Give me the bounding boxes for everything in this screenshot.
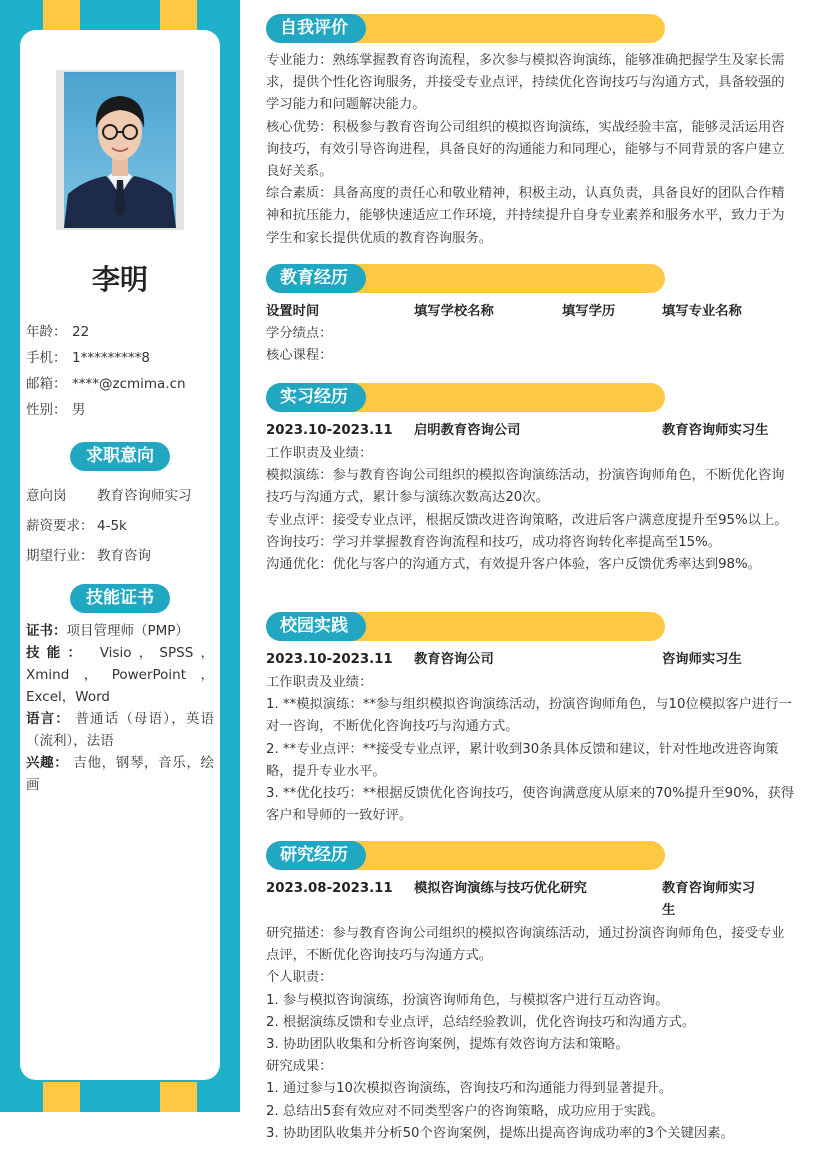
text-line: 研究描述：参与教育咨询公司组织的模拟咨询演练活动，通过扮演咨询师角色，接受专业点评，不断优化咨询技巧与沟通方式。: [266, 926, 785, 964]
section-internship: [266, 383, 796, 576]
info-value: ****@zcmima.cn: [72, 376, 186, 392]
row-cell: 教育咨询师实习生: [662, 881, 756, 918]
info-value: 1*********8: [72, 350, 150, 366]
info-value: 男: [72, 402, 86, 418]
section-header: [266, 841, 665, 870]
row-cell: 2023.10-2023.11: [266, 423, 393, 438]
decor-stripe: [43, 0, 80, 30]
intent-title: 求职意向: [70, 442, 170, 471]
section-header: [266, 14, 665, 43]
text-line: 核心优势：积极参与教育咨询公司组织的模拟咨询演练，实战经验丰富，能够灵活运用咨询技巧，有效引导咨询进程，具备良好的沟通能力和同理心，能够与不同背景的客户建立良好关系。: [266, 119, 785, 180]
text-line: 模拟演练：参与教育咨询公司组织的模拟咨询演练活动，扮演咨询师角色，不断优化咨询技巧与沟通方式，累计参与演练次数高达20次。: [266, 468, 785, 506]
candidate-name: 李明: [91, 263, 148, 296]
text-line: 个人职责：: [266, 970, 333, 986]
text-line: 3. 协助团队收集并分析50个咨询案例，提炼出提高咨询成功率的3个关键因素。: [266, 1125, 734, 1141]
row-cell: 教育咨询公司: [414, 652, 494, 667]
skill-row: [26, 620, 214, 642]
skill-label: 技能：: [26, 645, 89, 661]
section-title: 教育经历: [266, 264, 366, 293]
section-self: [266, 14, 796, 250]
section-research: [266, 841, 796, 1145]
skill-value: 普通话（母语），英语（流利），法语: [26, 711, 214, 749]
row-cell: 设置时间: [266, 304, 320, 319]
row-cell: 咨询师实习生: [662, 652, 742, 667]
decor-stripe: [160, 1082, 197, 1112]
text-line: 3. **优化技巧：**根据反馈优化咨询技巧，使咨询满意度从原来的70%提升至90%，获得客户和导师的一致好评。: [266, 786, 795, 824]
info-label: 邮箱：: [26, 376, 67, 392]
text-line: 专业能力：熟练掌握教育咨询流程，多次参与模拟咨询演练，能够准确把握学生及家长需求，提供个性化咨询服务，并接受专业点评，持续优化咨询技巧与沟通方式，具备较强的学习能力和问题解决能力。: [266, 53, 785, 113]
info-label: 性别：: [26, 402, 67, 418]
text-line: 沟通优化：优化与客户的沟通方式，有效提升客户体验，客户反馈优秀率达到98%。: [266, 557, 761, 573]
text-line: 2. 总结出5套有效应对不同类型客户的咨询策略，成功应用于实践。: [266, 1103, 664, 1119]
intent-label: 意向岗: [26, 488, 67, 504]
text-line: 咨询技巧：学习并掌握教育咨询流程和技巧，成功将咨询转化率提高至15%。: [266, 534, 722, 550]
row-cell: 填写专业名称: [662, 304, 742, 319]
row-cell: 模拟咨询演练与技巧优化研究: [414, 881, 587, 896]
skill-row: [26, 708, 214, 752]
intent-value: 教育咨询: [97, 548, 151, 564]
skill-label: 兴趣：: [26, 755, 69, 771]
intent-value: 教育咨询师实习: [97, 488, 192, 504]
section-title: 实习经历: [266, 383, 366, 412]
section-header: [266, 612, 665, 641]
text-line: 核心课程：: [266, 348, 333, 364]
info-label: 手机：: [26, 350, 67, 366]
text-line: 工作职责及业绩：: [266, 446, 373, 461]
intent-row: [26, 544, 151, 564]
text-line: 综合素质：具备高度的责任心和敬业精神，积极主动，认真负责，具备良好的团队合作精神和抗压能力，能够快速适应工作环境，并持续提升自身专业素养和服务水平，致力于为学生和家长提供优质的教育咨询服务。: [266, 186, 785, 246]
section-title: 校园实践: [266, 612, 366, 641]
info-row: [26, 372, 186, 392]
skill-row: [26, 752, 214, 796]
section-campus: [266, 612, 796, 827]
row-cell: [562, 420, 662, 442]
row-cell: 2023.08-2023.11: [266, 881, 393, 896]
info-value: 22: [72, 324, 90, 340]
row-cell: 教育咨询师实习生: [662, 423, 769, 438]
skills-list: [26, 620, 214, 796]
section-header: [266, 383, 665, 412]
row-cell: [562, 649, 662, 671]
text-line: 专业点评：接受专业点评，根据反馈改进咨询策略，改进后客户满意度提升至95%以上。: [266, 512, 788, 528]
info-label: 年龄：: [26, 324, 67, 340]
skill-row: [26, 642, 214, 708]
skill-value: 吉他，钢琴，音乐，绘画: [26, 755, 215, 793]
section-header: [266, 264, 665, 293]
text-line: 1. 参与模拟咨询演练，扮演咨询师角色，与模拟客户进行互动咨询。: [266, 992, 669, 1008]
text-line: 1. 通过参与10次模拟咨询演练，咨询技巧和沟通能力得到显著提升。: [266, 1081, 673, 1097]
decor-stripe: [43, 1082, 80, 1112]
info-row: [26, 346, 150, 366]
text-line: 1. **模拟演练：**参与组织模拟咨询演练活动，扮演咨询师角色，与10位模拟客户进行一对一咨询，不断优化咨询技巧与沟通方式。: [266, 697, 792, 735]
intent-label: 薪资要求：: [26, 518, 94, 534]
skills-title: 技能证书: [70, 584, 170, 613]
skill-label: 证书：: [26, 623, 67, 639]
decor-stripe: [160, 0, 197, 30]
row-cell: 填写学历: [562, 304, 616, 319]
text-line: 研究成果：: [266, 1059, 333, 1075]
info-row: [26, 398, 86, 418]
skill-value: 项目管理师（PMP）: [66, 623, 189, 639]
row-cell: 启明教育咨询公司: [414, 423, 521, 438]
profile-photo: [56, 70, 184, 230]
text-line: 学分绩点：: [266, 326, 333, 341]
text-line: 3. 协助团队收集和分析咨询案例，提炼有效咨询方法和策略。: [266, 1037, 629, 1053]
section-education: [266, 264, 796, 367]
intent-value: 4-5k: [97, 518, 127, 534]
section-title: 自我评价: [266, 14, 366, 43]
text-line: 工作职责及业绩：: [266, 675, 373, 690]
intent-label: 期望行业：: [26, 548, 94, 564]
text-line: 2. 根据演练反馈和专业点评，总结经验教训，优化咨询技巧和沟通方式。: [266, 1014, 696, 1030]
text-line: 2. **专业点评：**接受专业点评，累计收到30条具体反馈和建议，针对性地改进咨询策略，提升专业水平。: [266, 741, 779, 779]
intent-row: [26, 514, 127, 534]
row-cell: 2023.10-2023.11: [266, 652, 393, 667]
section-title: 研究经历: [266, 841, 366, 870]
intent-row: [26, 484, 192, 504]
skill-label: 语言：: [26, 711, 70, 727]
row-cell: 填写学校名称: [414, 304, 494, 319]
skill-value: Visio，SPSS，Xmind，PowerPoint，Excel，Word: [26, 645, 215, 705]
info-row: [26, 320, 89, 340]
